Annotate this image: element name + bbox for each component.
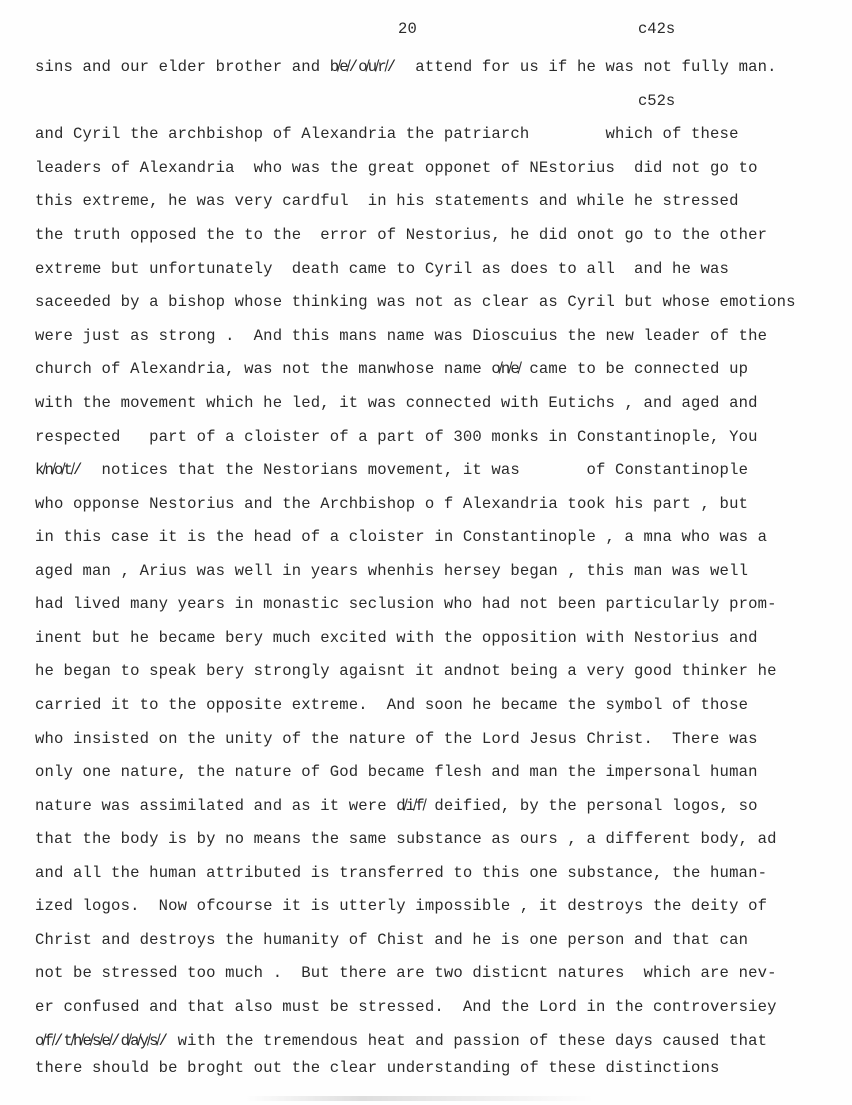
text-line: inent but he became bery much excited with the opposition with Nestorius and: [35, 629, 758, 647]
text-line: only one nature, the nature of God became flesh and man the impersonal human: [35, 763, 758, 781]
text-line: with the movement which he led, it was connected with Eutichs , and aged and: [35, 394, 758, 412]
text-line: extreme but unfortunately death came to Cyril as does to all and he was: [35, 260, 730, 278]
text-line: had lived many years in monastic seclusion who had not been particularly prom-: [35, 595, 777, 613]
text-line: leaders of Alexandria who was the great opponet of NEstorius did not go to: [35, 159, 758, 177]
margin-note-second: c52s: [638, 92, 676, 110]
text-line: were just as strong . And this mans name was Dioscuius the new leader of the: [35, 327, 768, 345]
text-line: the truth opposed the to the error of Nestorius, he did onot go to the other: [35, 226, 768, 244]
text-line: nature was assimilated and as it were d̸i̸f̸ deified, by the personal logos, so: [35, 797, 758, 815]
text-line: not be stressed too much . But there are two disticnt natures which are nev-: [35, 964, 777, 982]
text-line: and Cyril the archbishop of Alexandria the patriarch which of these: [35, 125, 739, 143]
text-line: in this case it is the head of a cloister in Constantinople , a mna who was a: [35, 528, 768, 546]
text-line: k̸n̸o̸t̸/ notices that the Nestorians movement, it was of Constantinople: [35, 461, 749, 479]
text-line: sins and our elder brother and b̸e̸/o̸u̸r̸/ attend for us if he was not fully man.: [35, 58, 777, 76]
text-line: carried it to the opposite extreme. And soon he became the symbol of those: [35, 696, 749, 714]
text-line: ized logos. Now ofcourse it is utterly impossible , it destroys the deity of: [35, 897, 768, 915]
text-line: aged man , Arius was well in years whenhis hersey began , this man was well: [35, 562, 749, 580]
text-line: church of Alexandria, was not the manwhose name o̸n̸e̸ came to be connected up: [35, 360, 749, 378]
text-line: o̸f̸/t̸h̸e̸s̸e̸/d̸a̸y̸s̸/ with the tremendous heat and passion of these days caused that: [35, 1032, 768, 1050]
text-line: this extreme, he was very cardful in his statements and while he stressed: [35, 192, 739, 210]
text-line: who opponse Nestorius and the Archbishop o f Alexandria took his part , but: [35, 495, 749, 513]
text-line: respected part of a cloister of a part of 300 monks in Constantinople, You: [35, 428, 758, 446]
text-line: there should be broght out the clear understanding of these distinctions: [35, 1059, 720, 1077]
text-line: who insisted on the unity of the nature of the Lord Jesus Christ. There was: [35, 730, 758, 748]
scan-smudge: [245, 1096, 595, 1101]
text-line: saceeded by a bishop whose thinking was not as clear as Cyril but whose emotions: [35, 293, 796, 311]
page-number: 20: [398, 20, 418, 38]
text-line: er confused and that also must be stressed. And the Lord in the controversiey: [35, 998, 777, 1016]
text-line: Christ and destroys the humanity of Chist and he is one person and that can: [35, 931, 749, 949]
margin-note-top: c42s: [638, 20, 676, 38]
text-line: that the body is by no means the same substance as ours , a different body, ad: [35, 830, 777, 848]
text-line: and all the human attributed is transferred to this one substance, the human-: [35, 864, 768, 882]
text-line: he began to speak bery strongly agaisnt it andnot being a very good thinker he: [35, 662, 777, 680]
